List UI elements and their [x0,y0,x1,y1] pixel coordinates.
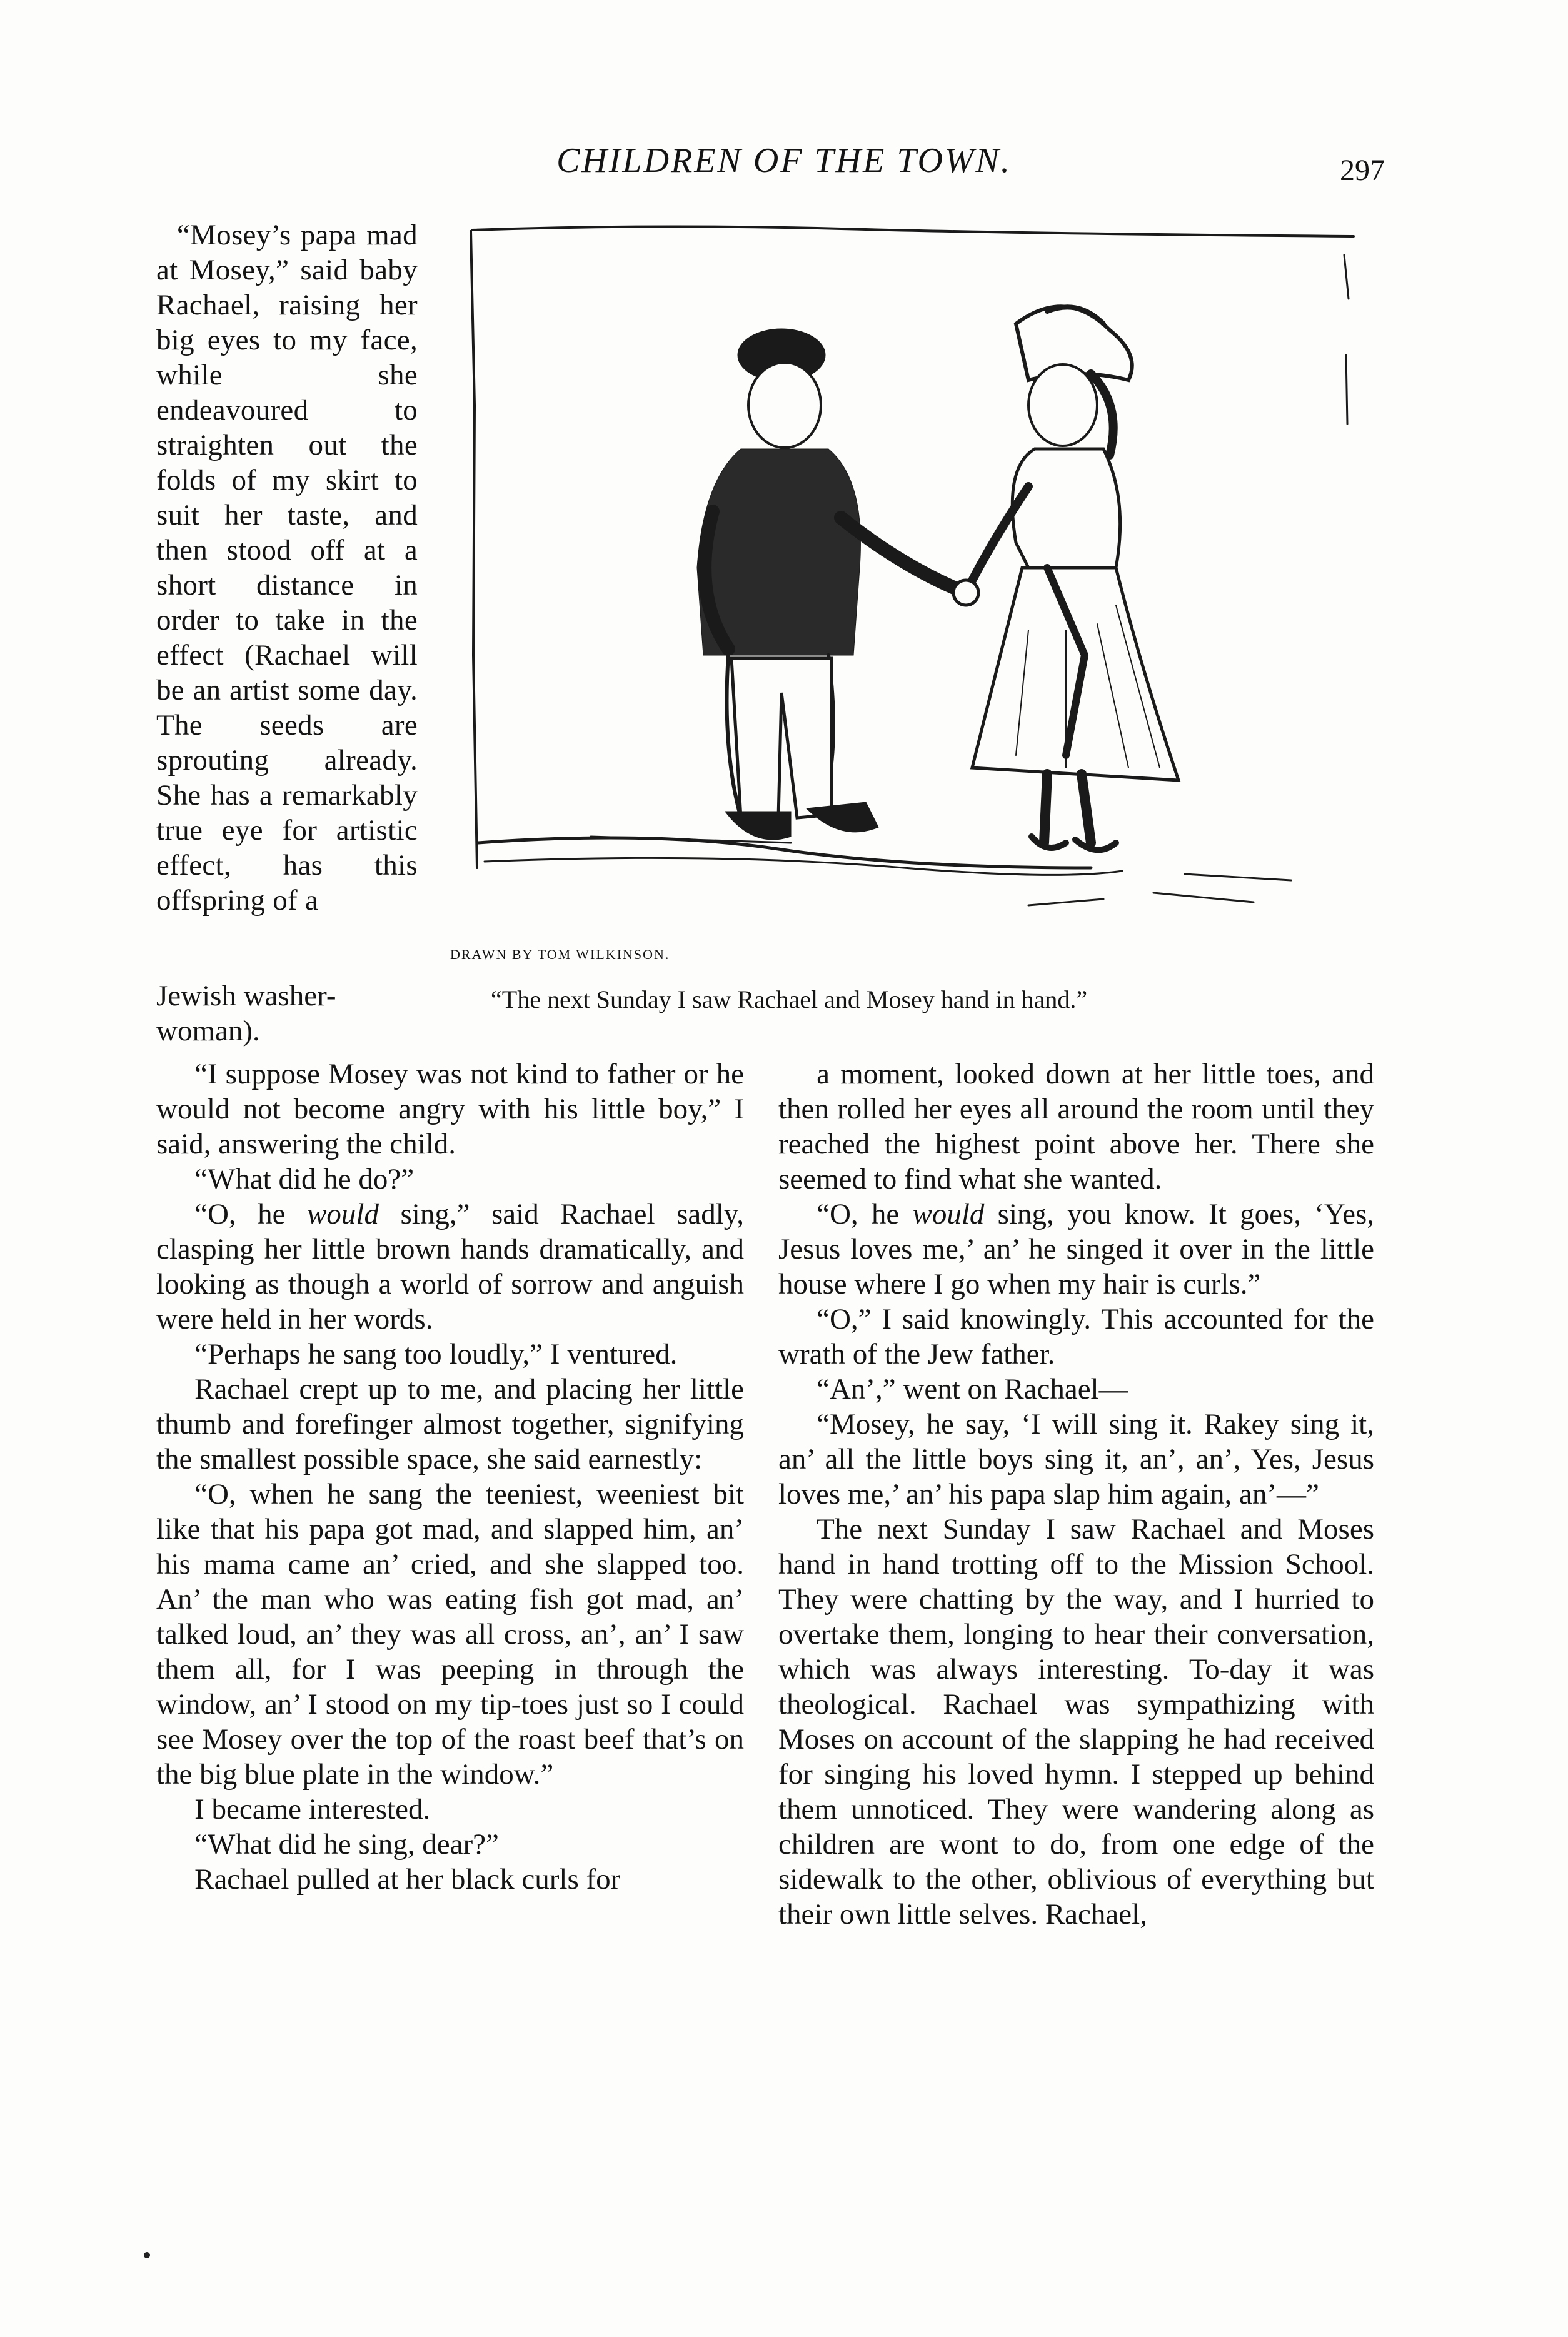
paragraph: “Mosey, he say, ‘I will sing it. Rakey sing it, an’ all the little boys sing it, an’, an’, Yes, Jesus loves me,’ an’ his papa slap him again, an’—” [778,1408,1374,1510]
paragraph: Rachael crept up to me, and placing her little thumb and forefinger almost together, signifying the smallest possible space, she said earnestly: [156,1373,744,1475]
emphasis: would [307,1198,379,1230]
paragraph: “O, when he sang the teeniest, weeniest bit like that his papa got mad, and slapped him, an’ his mama came an’ cried, and she slapped too. An’ the man who was eating fish got mad, an’ talked loud, an’ they was all cross, an’, an’ I saw them all, for I was peeping in through the window, an’ I stood on my tip-toes just so I could see Mosey over the top of the roast beef that’s on the big blue plate in the window.” [156,1478,744,1791]
paragraph: Jewish washer-woman). [156,980,336,1047]
paragraph: a moment, looked down at her little toes, and then rolled her eyes all around the room until they reached the highest point above her. There she seemed to find what she wanted. [778,1058,1374,1195]
paragraph: “O, he would sing,” said Rachael sadly, clasping her little brown hands dramatically, and looking as though a world of sorrow and anguish were held in her words. [156,1198,744,1335]
paragraph: “An’,” went on Rachael— [817,1373,1128,1405]
page-number: 297 [1340,154,1385,187]
illustration-children-hand-in-hand [466,218,1360,962]
paragraph: “O,” I said knowingly. This accounted for the wrath of the Jew father. [778,1303,1374,1370]
margin-mark [144,2252,150,2258]
boy-figure [697,329,966,840]
paragraph: The next Sunday I saw Rachael and Moses hand in hand trotting off to the Mission School. They were chatting by the way, and I hurried to overtake them, longing to hear their conversation, which was always interesting. To-day it was theological. Rachael was sympathizing with Moses on account of the slapping he had received for singing his loved hymn. I stepped up behind them unnoticed. They were wandering along as children are wont to do, from one edge of the sidewalk to the other, oblivious of everything but their own little selves. Rachael, [778,1513,1374,1931]
paragraph: Rachael pulled at her black curls for [194,1863,621,1896]
paragraph: “Perhaps he sang too loudly,” I ventured. [194,1338,678,1370]
right-column [778,1057,1374,1932]
girl-figure [966,306,1179,850]
wrap-column-tail [156,978,431,1048]
paragraph: “O, he would sing, you know. It goes, ‘Yes, Jesus loves me,’ an’ he singed it over in the little house where I go when my hair is curls.” [778,1198,1375,1300]
emphasis: would [912,1198,985,1230]
paragraph: I became interested. [194,1793,431,1826]
illustration-caption: “The next Sunday I saw Rachael and Mosey hand in hand.” [491,985,1088,1013]
paragraph: “What did he sing, dear?” [194,1828,499,1861]
paragraph: “I suppose Mosey was not kind to father or he would not become angry with his little boy,” I said, answering the child. [156,1058,744,1160]
wrap-column [156,218,418,918]
running-header: CHILDREN OF THE TOWN. [556,141,1012,180]
paragraph: “What did he do?” [194,1163,415,1195]
paragraph: “Mosey’s papa mad at Mosey,” said baby Rachael, raising her big eyes to my face, while she endeavoured to straighten out the folds of my skirt to suit her taste, and then stood off at a short distance in order to take in the effect (Rachael will be an artist some day. The seeds are sprouting already. She has a remarkably true eye for artistic effect, has this offspring of a [156,219,418,917]
left-column [156,1057,744,1897]
illustration-credit: DRAWN BY TOM WILKINSON. [450,947,670,962]
